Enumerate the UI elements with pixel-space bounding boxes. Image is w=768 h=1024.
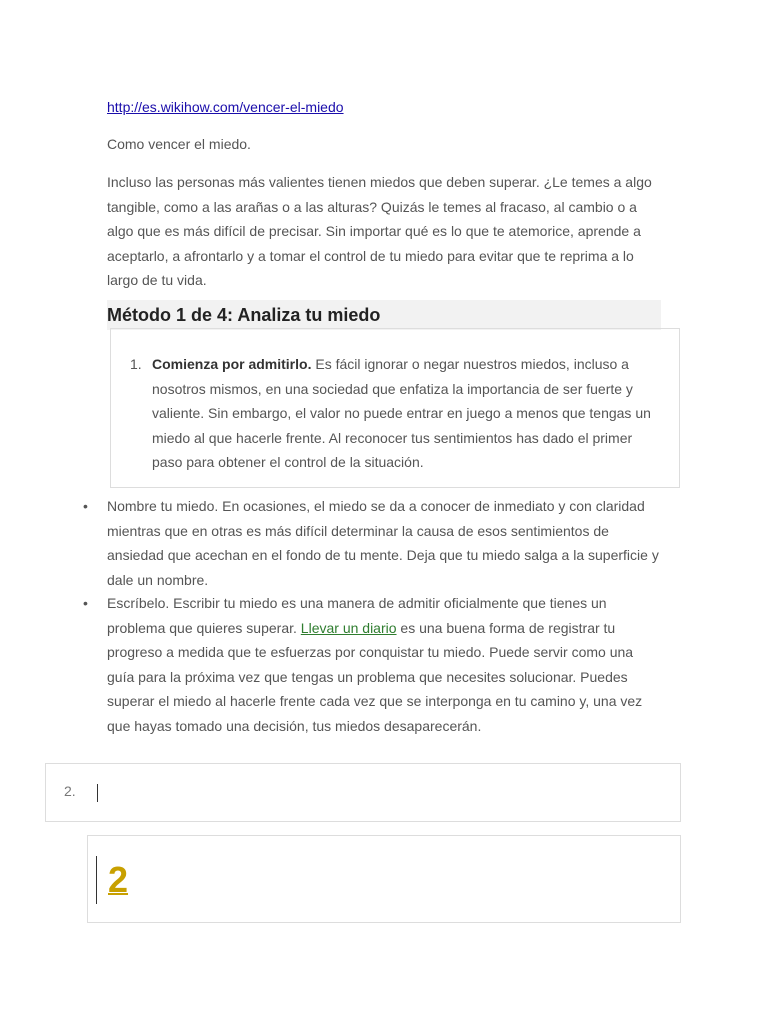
step-1-body: Es fácil ignorar o negar nuestros miedos, incluso a nosotros mismos, en una sociedad que enfatiza la importancia de ser fuerte y valiente. Sin embargo, el valor no puede entrar en juego a menos que tengas un miedo al que hacerle frente. Al reconocer tus sentimientos has dado el primer paso para obtener el control de la situación. bbox=[152, 356, 651, 470]
text-cursor-large bbox=[96, 856, 97, 904]
text-cursor bbox=[97, 784, 98, 802]
bullet-2-text-after: es una buena forma de registrar tu progreso a medida que te esfuerzas por conquistar tu miedo. Puede servir como una guía para la próxima vez que tengas un problema que necesites solucionar. Puedes superar el miedo al hacerle frente cada vez que se interponga en tu camino y, una vez que hayas tomado una decisión, tus miedos desaparecerán. bbox=[107, 619, 643, 734]
step-1-bold-lead: Comienza por admitirlo. bbox=[152, 356, 312, 372]
bullet-1-marker: • bbox=[83, 498, 88, 514]
journal-link[interactable]: Llevar un diario bbox=[300, 619, 397, 636]
step-2-heading-box[interactable] bbox=[87, 835, 681, 923]
bullet-1-text: Nombre tu miedo. En ocasiones, el miedo se da a conocer de inmediato y con claridad mientras que en otras es más difícil determinar la causa de esos sentimientos de ansiedad que acechan en el fondo de tu mente. Deja que tu miedo salga a la superficie y dale un nombre. bbox=[107, 498, 659, 588]
method-heading: Método 1 de 4: Analiza tu miedo bbox=[107, 305, 381, 325]
bullet-2-text-before: Escríbelo. Escribir tu miedo es una manera de admitir oficialmente que tienes un problema que quieres superar. bbox=[107, 595, 607, 636]
step-1-number: 1. bbox=[130, 356, 142, 372]
bullet-2-text bbox=[107, 591, 662, 738]
article-title: Como vencer el miedo. bbox=[107, 136, 251, 152]
step-2-box[interactable] bbox=[45, 763, 681, 822]
source-link[interactable]: http://es.wikihow.com/vencer-el-miedo bbox=[107, 99, 344, 115]
bullet-2-marker: • bbox=[83, 595, 88, 611]
step-2-number: 2. bbox=[64, 783, 76, 799]
step-1-text bbox=[152, 352, 657, 475]
step-2-big-number: 2 bbox=[108, 859, 129, 900]
intro-paragraph: Incluso las personas más valientes tienen miedos que deben superar. ¿Le temes a algo tangible, como a las arañas o a las alturas? Quizás le temes al fracaso, al cambio o a algo que es más difícil de precisar. Sin importar qué es lo que te atemorice, aprende a aceptarlo, a afrontarlo y a tomar el control de tu miedo para evitar que te reprima a lo largo de tu vida. bbox=[107, 174, 652, 288]
